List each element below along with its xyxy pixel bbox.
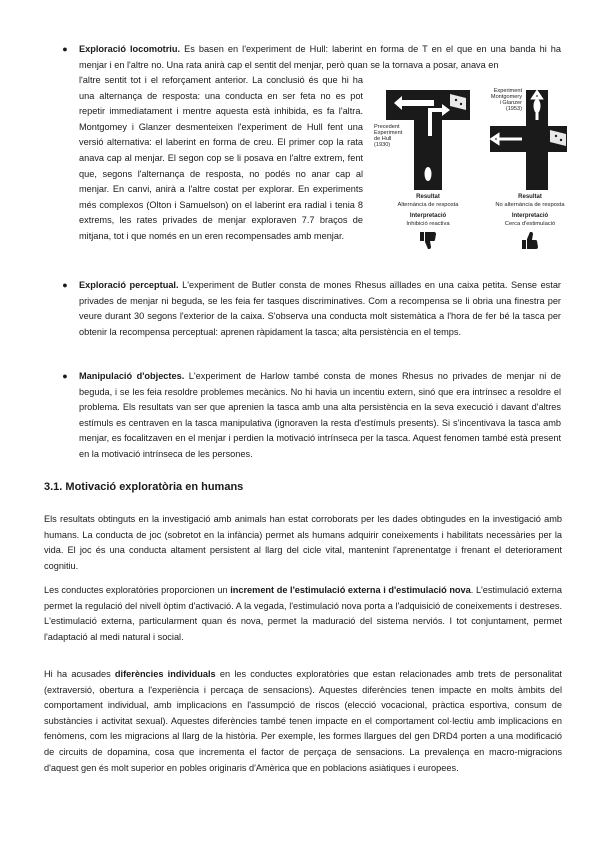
svg-text:i Glanzer: i Glanzer <box>499 100 522 106</box>
manipulation-paragraph <box>79 369 561 463</box>
bullet-marker: ● <box>62 44 68 54</box>
left-result-value: Alternància de resposta <box>397 202 459 208</box>
svg-text:Precedent: Precedent <box>374 124 400 130</box>
montgomery-title <box>491 88 523 112</box>
bullet-marker: ● <box>62 280 68 290</box>
perceptual-paragraph <box>79 278 561 340</box>
locomotor-intro-text: Es basen en l'experiment de Hull: laberint en forma de T en el que en una banda hi ha menjar i en l'altre no. Una rata anirà cap el sentit del menjar, però quan se la tornava a posar, anava en <box>79 44 562 70</box>
left-interp-label: Interpretació <box>409 213 447 219</box>
paragraph-2: Les conductes exploratòries proporcionen un increment de l'estimulació externa i d'estimulació nova. L'estimulació externa permet la regulació del nivell òptim d'activació. A la vegada, l'estimulació nova porta a l'adquisició de coneixements i destreses. L'estimulació externa, particularment quan és nova, permet la maduració del sistema nerviós. I tot conjuntament, permet l'adaptació al medi natural i social. <box>44 585 563 642</box>
svg-text:Experiment: Experiment <box>493 88 522 94</box>
locomotor-label: Exploració locomotriu. <box>79 44 181 54</box>
svg-text:de Hull: de Hull <box>374 136 392 142</box>
right-interp-value: Cerca d'estimulació <box>504 221 556 227</box>
maze-figure <box>372 86 567 256</box>
left-interp-value: Inhibició reactiva <box>406 221 450 227</box>
cross-maze-diagram <box>490 88 567 190</box>
perceptual-label: Exploració perceptual. <box>79 280 179 290</box>
hull-title <box>374 124 403 148</box>
perceptual-text: L'experiment de Butler consta de mones Rhesus aïllades en una caixa petita. Sense estar privades de menjar ni beguda, se les feia fer tasques discriminatives. Com a recompensa se li obria una finestra per veure durant 30 segons l'exterior de la caixa. S'observa una conducta molt sistemàtica a l'hora de fer bé la tasca per obtenir la recompensa perceptual: aprenen ràpidament la tasca; alta persistència en el temps. <box>79 280 561 337</box>
right-result-value: No alternància de resposta <box>495 202 565 208</box>
right-result-label: Resultat <box>518 194 542 200</box>
section-heading: 3.1. Motivació exploratòria en humans <box>44 481 244 493</box>
svg-text:Experiment: Experiment <box>374 130 403 136</box>
locomotor-intro <box>79 42 561 73</box>
rat-icon <box>425 167 432 181</box>
emphasis-text: diferències individuals <box>114 669 216 679</box>
svg-text:(1930): (1930) <box>374 142 391 148</box>
t-maze-diagram <box>374 90 470 190</box>
rat-cross-icon <box>534 99 541 113</box>
thumbs-down-icon <box>420 232 436 249</box>
right-interp-label: Interpretació <box>511 213 549 219</box>
locomotor-continuation: l'altre sentit tot i el reforçament anterior. La conclusió és que hi ha una alternança de resposta: una conducta en ser feta no es pot repetir immediatament i mentre aquesta està inhibida, es fa l'altra. Montgomey i Glanzer desmenteixen l'experiment de Hull fent una versió alternativa: el laberint en forma de creu. El primer cop la rata anava cap al menjar. El segon cop se li posava en l'altre extrem, fent que, segons l'alternança de resposta, no podés no anar cap al menjar. En canvi, anirà a l'altre costat per explorar. En experiments més complexos (Olton i Samuelson) on el laberint era radial i tenia 8 extrems, les rates privades de menjar exploraven 7.7 braços de mitjana, tot i que només en un eren recompensades amb menjar. <box>79 75 363 241</box>
svg-text:Montgomery: Montgomery <box>490 94 522 100</box>
svg-text:(1953): (1953) <box>505 106 522 112</box>
thumbs-up-icon <box>522 232 538 249</box>
manipulation-label: Manipulació d'objectes. <box>79 371 185 381</box>
manipulation-text: L'experiment de Harlow també consta de mones Rhesus no privades de menjar ni de beguda, i se les feia resoldre problemes mecànics. No hi havia un incentiu extern, sinó que era intrínsec a resoldre el problema. Els resultats van ser que aprenien la tasca amb una alta persistència en la seva execució i davant d'altres estímuls es centraven en la tasca manipulativa (ignoraven la resta d'estímuls presents). Si s'incentivava la tasca amb menjar, es focalitzaven en el menjar i perdien la motivació intrínseca per la tasca. Aquest fenomen també està present en la motivació intrínseca de les persones. <box>79 371 561 459</box>
paragraph-3: Hi ha acusades diferències individuals en les conductes exploratòries que estan relacionades amb trets de personalitat (extraversió, obertura a l'experiència i percaça de sensacions). Aquestes diferències tenen impacte en molts àmbits del comportament individual, amb implicacions en l'assumpció de riscos (elecció vocacional, pràctica esportiva, consum de substàncies i activitat sexual). Aquestes diferències també tenen impacte en el comportament col·lectiu amb implicacions en fenòmens, com les migracions al llarg de la història. Per exemple, les formes llargues del gen DRD4 porten a una modificació de circuits de dopamina, cosa que incrementa el factor de perçaça de sensacions. La prevalença en macro-migracions d'aquest gen és molt superior en pobles originaris d'Amèrica que en poblacions asiàtiques i europees. <box>44 669 562 773</box>
emphasis-text: increment de l'estimulació externa i d'estimulació nova <box>230 585 471 595</box>
bullet-marker: ● <box>62 371 68 381</box>
paragraph-1: Els resultats obtinguts en la investigació amb animals han estat corroborats per les dades obtingudes en la investigació amb humans. La conducta de joc (sobretot en la infància) permet als humans adquirir coneixements i habilitats necessàries per la vida. El joc és una conducta altament persistent al llarg del cicle vital, mantenint l'aprenentatge i frenant el deteriorament cognitiu. <box>44 514 562 571</box>
left-result-label: Resultat <box>416 194 440 200</box>
